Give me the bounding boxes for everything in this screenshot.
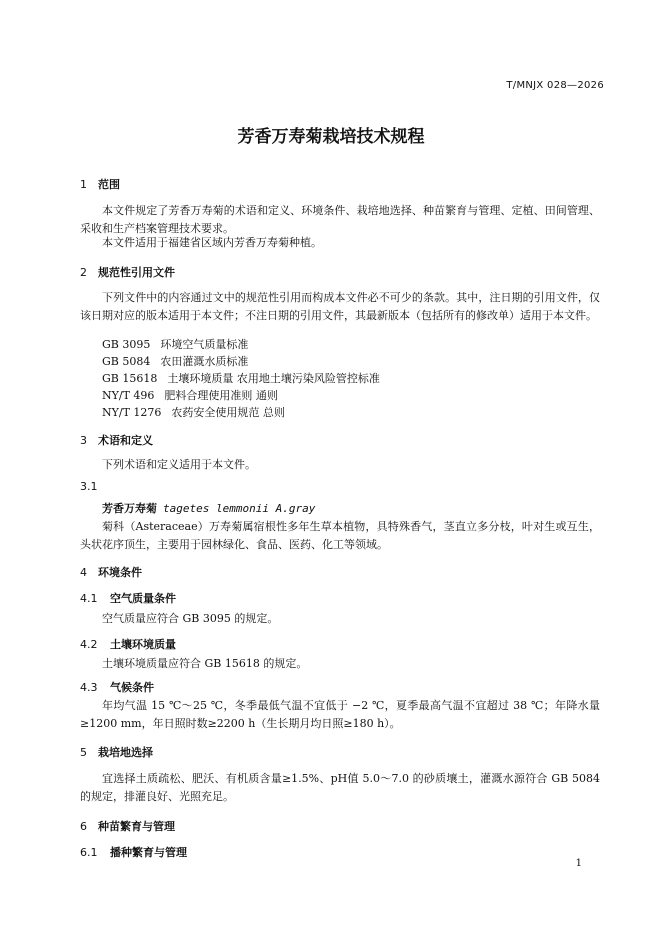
term-name: 芳香万寿菊: [102, 502, 157, 515]
subsection-number: 6.1: [80, 846, 98, 859]
section-title: 规范性引用文件: [98, 266, 175, 279]
subsection-title: 土壤环境质量: [110, 638, 176, 651]
reference-code: GB 5084: [102, 355, 151, 368]
term-number: 3.1: [80, 480, 98, 493]
subsection-4-2-heading: [80, 636, 176, 652]
section-title: 种苗繁育与管理: [98, 820, 175, 833]
subsection-4-1-text: 空气质量应符合 GB 3095 的规定。: [102, 612, 279, 625]
reference-code: NY/T 1276: [102, 406, 162, 419]
subsection-title: 播种繁育与管理: [110, 846, 187, 859]
reference-title: 土壤环境质量 农用地土壤污染风险管控标准: [167, 372, 380, 385]
subsection-6-1-heading: [80, 844, 187, 860]
reference-item: [102, 370, 380, 386]
section-number: 5: [80, 746, 87, 759]
section-3-paragraph-1: 下列术语和定义适用于本文件。: [102, 458, 256, 471]
section-number: 6: [80, 820, 87, 833]
section-5-paragraph-1: 宜选择土质疏松、肥沃、有机质含量≥1.5%、pH值 5.0～7.0 的砂质壤土，灌溉水源符合 GB 5084 的规定，排灌良好、光照充足。: [80, 772, 600, 803]
reference-title: 农田灌溉水质标准: [160, 355, 249, 368]
section-title: 栽培地选择: [98, 746, 153, 759]
section-2-heading: [80, 264, 175, 280]
section-1-heading: [80, 176, 120, 192]
section-1-paragraph-2: 本文件适用于福建省区域内芳香万寿菊种植。: [102, 236, 322, 249]
subsection-number: 4.3: [80, 681, 98, 694]
section-number: 3: [80, 434, 87, 447]
standard-code: T/MNJX 028—2026: [506, 80, 604, 91]
reference-item: [102, 404, 285, 420]
section-6-heading: [80, 818, 175, 834]
reference-title: 农药安全使用规范 总则: [171, 406, 285, 419]
term-latin-name: tagetes lemmonii A.gray: [163, 502, 316, 515]
section-5-heading: [80, 744, 153, 760]
document-title: 芳香万寿菊栽培技术规程: [237, 127, 425, 147]
section-title: 范围: [98, 178, 120, 191]
reference-title: 环境空气质量标准: [160, 338, 249, 351]
subsection-4-1-heading: [80, 590, 176, 606]
subsection-4-3-heading: [80, 679, 154, 695]
reference-item: [102, 353, 248, 369]
section-title: 环境条件: [98, 566, 142, 579]
subsection-4-3-text: 年均气温 15 ℃～25 ℃，冬季最低气温不宜低于 −2 ℃，夏季最高气温不宜超过 38 ℃；年降水量≥1200 mm，年日照时数≥2200 h（生长期月均日照≥180 h）。: [80, 699, 600, 730]
subsection-title: 空气质量条件: [110, 592, 176, 605]
reference-title: 肥料合理使用准则 通则: [164, 389, 278, 402]
section-number: 4: [80, 566, 87, 579]
subsection-number: 4.1: [80, 592, 98, 605]
page-number: 1: [575, 858, 582, 869]
reference-code: GB 3095: [102, 338, 151, 351]
section-1-paragraph-1: 本文件规定了芳香万寿菊的术语和定义、环境条件、栽培地选择、种苗繁育与管理、定植、田间管理、采收和生产档案管理技术要求。: [80, 204, 600, 235]
section-number: 1: [80, 178, 87, 191]
term-heading: [102, 500, 315, 516]
reference-code: NY/T 496: [102, 389, 155, 402]
term-definition: 菊科（Asteraceae）万寿菊属宿根性多年生草本植物，具特殊香气，茎直立多分枝，叶对生或互生，头状花序顶生，主要用于园林绿化、食品、医药、化工等领域。: [80, 520, 600, 551]
section-2-paragraph-1: 下列文件中的内容通过文中的规范性引用而构成本文件必不可少的条款。其中，注日期的引用文件，仅该日期对应的版本适用于本文件；不注日期的引用文件，其最新版本（包括所有的修改单）适用于本文件。: [80, 291, 600, 322]
subsection-title: 气候条件: [110, 681, 154, 694]
section-number: 2: [80, 266, 87, 279]
reference-code: GB 15618: [102, 372, 158, 385]
subsection-number: 4.2: [80, 638, 98, 651]
reference-item: [102, 336, 248, 352]
section-3-heading: [80, 432, 153, 448]
subsection-4-2-text: 土壤环境质量应符合 GB 15618 的规定。: [102, 657, 308, 670]
reference-item: [102, 387, 278, 403]
section-4-heading: [80, 564, 142, 580]
section-title: 术语和定义: [98, 434, 153, 447]
